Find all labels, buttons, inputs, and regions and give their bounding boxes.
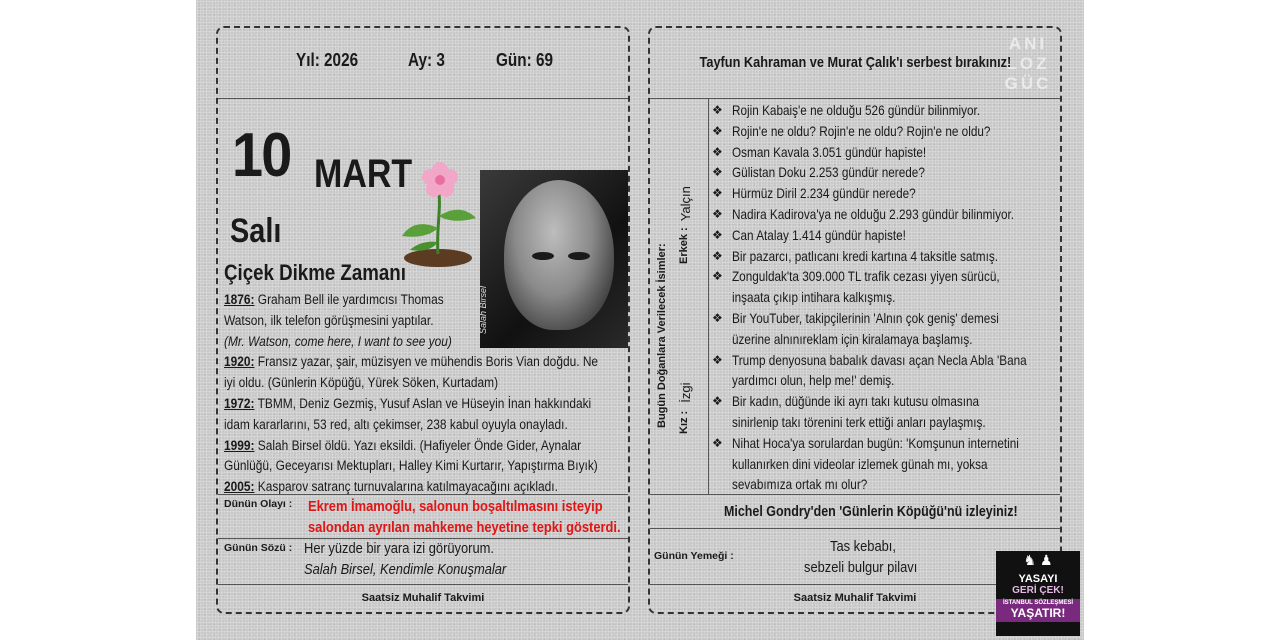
male-name: Yalçın: [678, 186, 693, 222]
footer-title: Saatsiz Muhalif Takvimi: [361, 592, 485, 604]
event-line: [224, 373, 565, 394]
event-line: [224, 352, 599, 373]
bullet-icon: ❖: [712, 227, 723, 242]
footer-title: Saatsiz Muhalif Takvimi: [793, 592, 917, 604]
photo-caption: Salah Birsel: [478, 285, 488, 334]
bullet-icon: ❖: [712, 144, 723, 159]
event-year: 1972:: [224, 395, 255, 412]
top-note-text: Tayfun Kahraman ve Murat Çalık'ı serbest bırakınız!: [699, 54, 1011, 71]
news-item: [712, 266, 1060, 287]
news-item: [712, 100, 1060, 121]
news-list: [712, 100, 1060, 495]
event-line: [224, 290, 565, 311]
event-text: TBMM, Deniz Gezmiş, Yusuf Aslan ve Hüseyin İnan hakkındaki: [254, 395, 592, 412]
bullet-icon: ❖: [712, 165, 723, 180]
badge-line2: GERİ ÇEK!: [1012, 585, 1064, 596]
campaign-badge: [996, 551, 1080, 636]
divider: [650, 494, 1060, 495]
news-text: Osman Kavala 3.051 gündür hapiste!: [732, 143, 927, 160]
bullet-icon: ❖: [712, 248, 723, 263]
event-line: [224, 436, 582, 457]
historical-events: [224, 290, 630, 498]
news-text: Zonguldak'ta 309.000 TL trafik cezası yiyen sürücü,: [732, 268, 1000, 285]
news-text: yardımcı olun, help me!' demiş.: [732, 372, 895, 389]
news-item: [712, 412, 1060, 433]
quote-label: Günün Sözü :: [224, 542, 293, 554]
event-text: (Mr. Watson, come here, I want to see you): [224, 333, 452, 350]
yesterday-event-line1: Ekrem İmamoğlu, salonun boşaltılmasını isteyip: [308, 498, 603, 515]
news-item: [712, 433, 1060, 454]
event-line: [224, 311, 565, 332]
bullet-icon: ❖: [712, 103, 723, 117]
bullet-icon: ❖: [712, 123, 723, 138]
event-text: idam kararlarını, 53 red, altı çekimser, 238 kabul oyuyla onayladı.: [224, 416, 568, 433]
bullet-icon: [712, 412, 732, 433]
event-text: Fransız yazar, şair, müzisyen ve mühendis Boris Vian doğdu. Ne: [254, 354, 599, 371]
event-line: [224, 332, 565, 353]
divider: [218, 538, 628, 539]
news-text: Bir pazarcı, patlıcanı kredi kartına 4 taksitle satmış.: [732, 247, 999, 264]
news-text: Bir kadın, düğünde iki ayrı takı kutusu olmasına: [732, 393, 980, 410]
female-label: Kız :: [678, 410, 690, 434]
day-theme: Çiçek Dikme Zamanı: [224, 260, 406, 285]
yesterday-event-label: Dünün Olayı :: [224, 498, 293, 510]
bullet-icon: [712, 287, 732, 308]
bullet-icon: ❖: [712, 394, 723, 409]
portrait-eye: [568, 252, 590, 260]
bullet-icon: ❖: [712, 269, 723, 284]
news-item: [712, 183, 1060, 204]
flower-icon: [396, 158, 480, 270]
divider: [218, 98, 628, 99]
movie-suggestion: Michel Gondry'den 'Günlerin Köpüğü'nü izleyiniz!: [724, 504, 1018, 520]
calendar-sheet: [196, 0, 1084, 640]
event-line: [224, 394, 592, 415]
news-item: [712, 246, 1060, 267]
logo-text: ANI: [1008, 34, 1048, 53]
bullet-icon: ❖: [712, 186, 723, 201]
badge-line1: YASAYI: [1018, 573, 1058, 585]
female-name: İzgi: [678, 382, 693, 403]
badge-line4: YAŞATIR!: [1010, 606, 1066, 620]
baby-names-column: [650, 98, 709, 494]
news-item: [712, 308, 1060, 329]
event-text: Salah Birsel öldü. Yazı eksildi. (Hafiyeler Önde Gider, Aynalar: [254, 437, 582, 454]
event-year: 1876:: [224, 292, 255, 308]
day-of-month: 10: [232, 121, 291, 190]
news-item: [712, 287, 1060, 308]
top-note: [650, 54, 1060, 71]
bullet-icon: ❖: [712, 206, 723, 221]
event-line: [224, 456, 598, 477]
news-text: Nadira Kadirova'ya ne olduğu 2.293 gündür bilinmiyor.: [732, 205, 1015, 222]
bullet-icon: ❖: [712, 310, 723, 325]
baby-names-title: Bugün Doğanlara Verilecek İsimler:: [656, 243, 668, 428]
month-name: MART: [314, 152, 413, 196]
food-line2: sebzeli bulgur pilavı: [804, 559, 918, 576]
female-name-row: [678, 383, 693, 434]
logo-text: GÜC: [1004, 74, 1052, 93]
news-item: [712, 329, 1060, 350]
event-text: Watson, ilk telefon görüşmesini yaptılar.: [224, 312, 434, 329]
news-text: Hürmüz Diril 2.234 gündür nerede?: [732, 185, 916, 202]
divider: [650, 528, 1060, 529]
divider: [218, 494, 628, 495]
news-item: [712, 204, 1060, 225]
bullet-icon: ❖: [712, 435, 723, 450]
weekday: Salı: [230, 212, 282, 250]
event-year: 2005:: [224, 479, 255, 496]
news-item: [712, 474, 1060, 495]
news-text: Bir YouTuber, takipçilerinin 'Alnın çok geniş' demesi: [732, 309, 999, 326]
news-item: [712, 142, 1060, 163]
logo-text: LOZ: [1006, 54, 1050, 73]
quote-text: Her yüzde bir yara izi görüyorum.: [304, 540, 494, 557]
news-item: [712, 162, 1060, 183]
bullet-icon: [712, 329, 732, 350]
quote-source: Salah Birsel, Kendimle Konuşmalar: [304, 561, 507, 578]
yesterday-event-line2: salondan ayrılan mahkeme heyetine tepki gösterdi.: [308, 519, 621, 536]
food-label: Günün Yemeği :: [654, 550, 734, 562]
news-text: Trump denyosuna babalık davası açan Necla Abla 'Bana: [732, 351, 1027, 368]
right-page: [648, 26, 1062, 614]
portrait-eye: [532, 252, 554, 260]
event-text: iyi oldu. (Günlerin Köpüğü, Yürek Söken, Kurtadam): [224, 375, 499, 392]
news-item: [712, 370, 1060, 391]
news-text: Rojin'e ne oldu? Rojin'e ne oldu? Rojin'e ne oldu?: [732, 122, 991, 139]
news-text: sinirlenip takı törenini terk ettiği anları paylaşmış.: [732, 413, 986, 430]
badge-line3: İSTANBUL SÖZLEŞMESİ: [1002, 600, 1074, 606]
left-page: [216, 26, 630, 614]
news-item: [712, 121, 1060, 142]
event-text: Graham Bell ile yardımcısı Thomas: [254, 292, 444, 308]
event-year: 1920:: [224, 354, 255, 371]
month-number-label: Ay: 3: [408, 50, 445, 70]
badge-icon: ♞ ♟: [1023, 552, 1053, 568]
day-number-label: Gün: 69: [496, 50, 553, 70]
bullet-icon: [712, 454, 732, 475]
news-item: [712, 350, 1060, 371]
news-item: [712, 454, 1060, 475]
event-text: Günlüğü, Geceyarısı Mektupları, Halley Kimi Kurtarır, Yapıştırma Bıyık): [224, 458, 598, 475]
male-name-row: [678, 186, 693, 264]
news-text: inşaata çıkıp intihara kalkışmış.: [732, 289, 896, 306]
year-label: Yıl: 2026: [296, 50, 359, 70]
divider: [650, 98, 1060, 99]
news-text: Gülistan Doku 2.253 gündür nerede?: [732, 164, 925, 181]
news-text: üzerine alnınıreklam için kiralamaya başlamış.: [732, 330, 973, 347]
bullet-icon: ❖: [712, 352, 723, 367]
bullet-icon: [712, 474, 732, 495]
event-line: [224, 415, 568, 436]
news-item: [712, 391, 1060, 412]
event-year: 1999:: [224, 437, 255, 454]
male-label: Erkek :: [678, 227, 690, 264]
event-text: Kasparov satranç turnuvalarına katılmayacağını açıkladı.: [254, 479, 558, 496]
bullet-icon: [712, 370, 732, 391]
news-text: Rojin Kabaiş'e ne olduğu 526 gündür bilinmiyor.: [732, 102, 981, 118]
news-text: Nihat Hoca'ya sorulardan bugün: 'Komşunun internetini: [732, 434, 1019, 451]
food-line1: Tas kebabı,: [830, 538, 896, 555]
divider: [218, 584, 628, 585]
news-text: Can Atalay 1.414 gündür hapiste!: [732, 226, 906, 243]
news-item: [712, 225, 1060, 246]
news-text: kullanırken dini videolar izlemek günah mı, yoksa: [732, 455, 988, 472]
news-text: sevabımıza ortak mı olur?: [732, 476, 868, 493]
